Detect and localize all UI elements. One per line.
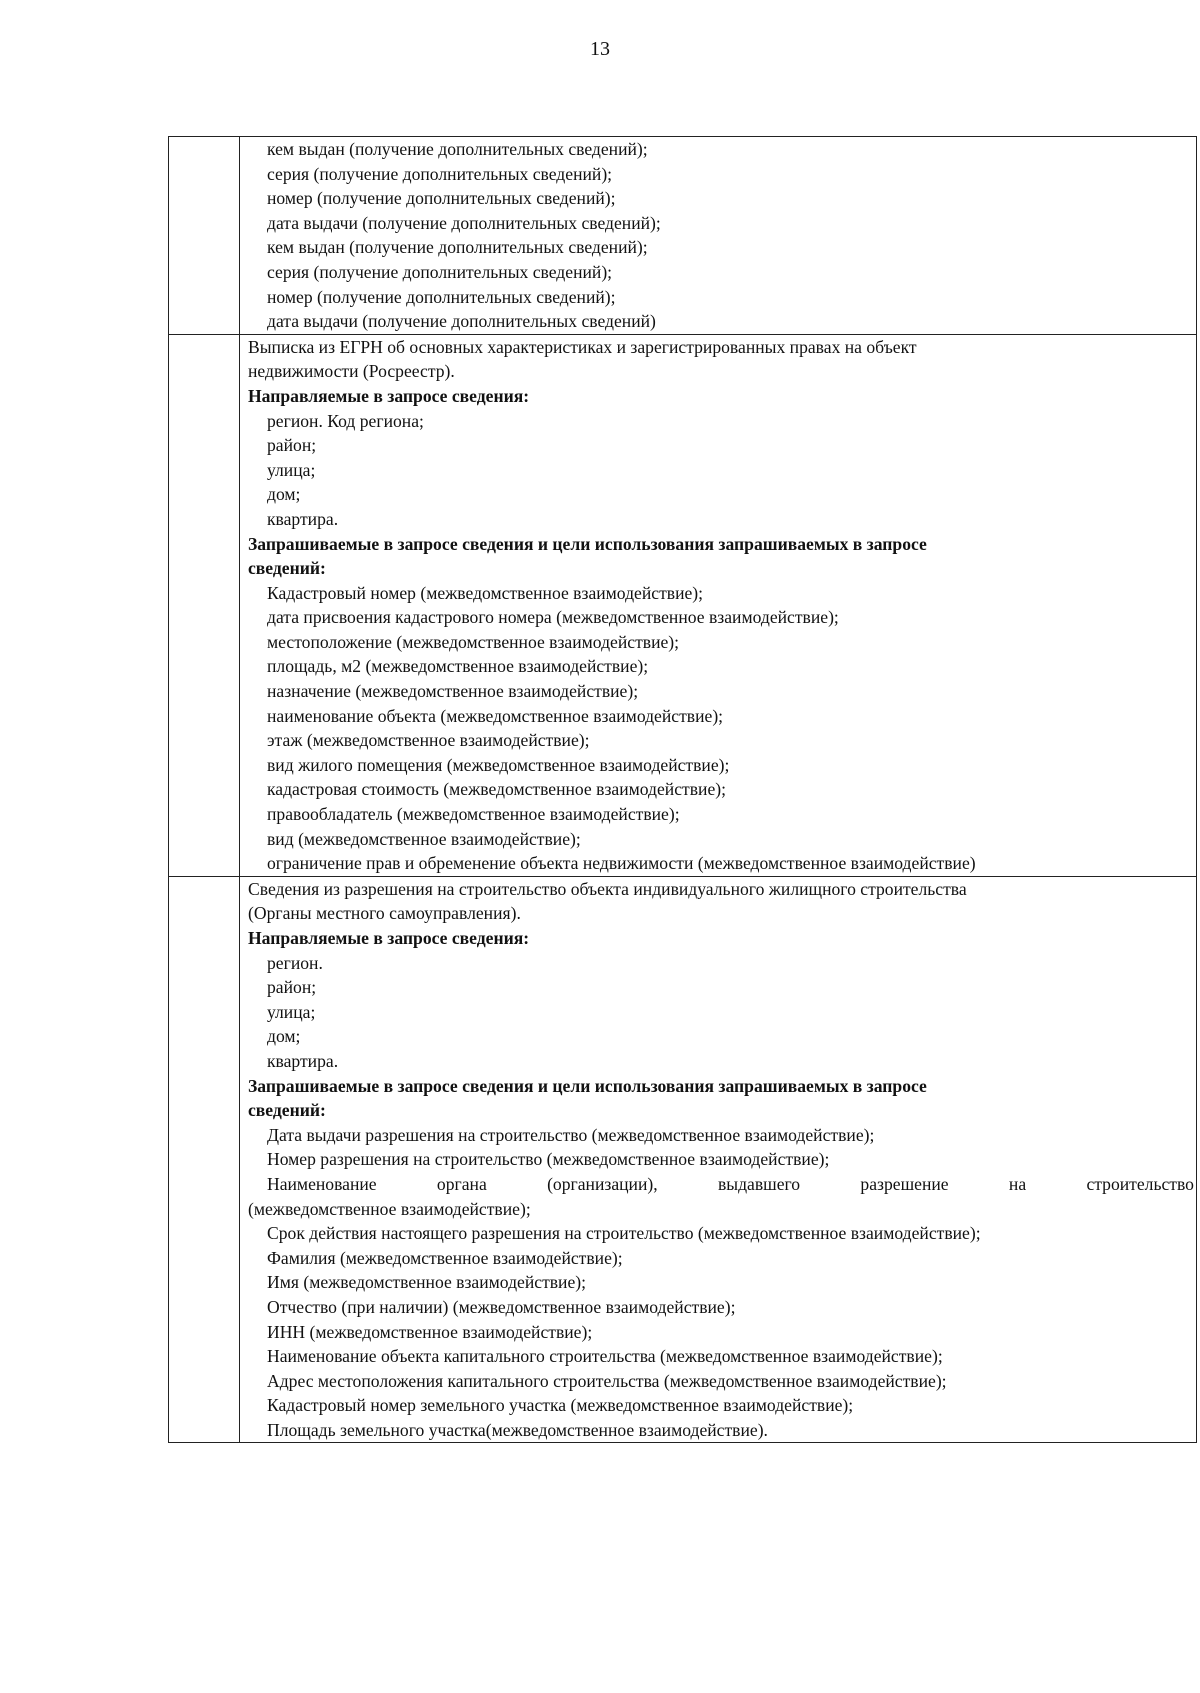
text-line: дом; xyxy=(267,1026,301,1047)
table-row xyxy=(169,876,1197,1443)
text-line: наименование объекта (межведомственное взаимодействие); xyxy=(267,705,724,726)
text-line: Выписка из ЕГРН об основных характеристиках и зарегистрированных правах на объект xyxy=(248,336,917,357)
text-line: кадастровая стоимость (межведомственное взаимодействие); xyxy=(267,779,727,800)
document-table xyxy=(168,136,1197,1443)
text-line: вид (межведомственное взаимодействие); xyxy=(267,828,581,849)
text-line: номер (получение дополнительных сведений); xyxy=(267,188,616,209)
text-line: дата выдачи (получение дополнительных сведений); xyxy=(267,212,661,233)
text-line: дом; xyxy=(267,484,301,505)
section-heading: Запрашиваемые в запросе сведения и цели использования запрашиваемых в запросе xyxy=(248,533,927,554)
text-line: Сведения из разрешения на строительство объекта индивидуального жилищного строительства xyxy=(248,878,967,899)
row-content-cell xyxy=(240,876,1197,1443)
text-line: квартира. xyxy=(267,1050,339,1071)
text-line: этаж (межведомственное взаимодействие); xyxy=(267,730,590,751)
text-line: вид жилого помещения (межведомственное взаимодействие); xyxy=(267,754,730,775)
text-line: улица; xyxy=(267,1001,316,1022)
cell-text-block xyxy=(240,335,1196,876)
text-line: серия (получение дополнительных сведений); xyxy=(267,163,613,184)
row-number-cell xyxy=(169,876,240,1443)
text-line: назначение (межведомственное взаимодействие); xyxy=(267,681,639,702)
section-heading: сведений: xyxy=(248,558,326,579)
text-line: улица; xyxy=(267,459,316,480)
word: органа xyxy=(436,1173,487,1194)
text-line: Дата выдачи разрешения на строительство (межведомственное взаимодействие); xyxy=(267,1124,875,1145)
word: строительство xyxy=(1086,1173,1194,1194)
text-line: кем выдан (получение дополнительных сведений); xyxy=(267,139,648,159)
row-number-cell xyxy=(169,137,240,335)
row-content-cell xyxy=(240,334,1197,876)
text-line: квартира. xyxy=(267,508,339,529)
text-line: Кадастровый номер земельного участка (межведомственное взаимодействие); xyxy=(267,1395,854,1416)
word: Наименование xyxy=(267,1173,377,1194)
text-line: дата выдачи (получение дополнительных сведений) xyxy=(267,311,656,332)
word: (организации), xyxy=(547,1173,658,1194)
text-line: Адрес местоположения капитального строительства (межведомственное взаимодействие); xyxy=(267,1370,947,1391)
cell-text-block xyxy=(240,137,1196,334)
table-row xyxy=(169,334,1197,876)
text-line: ограничение прав и обременение объекта недвижимости (межведомственное взаимодействие) xyxy=(267,853,976,874)
word: на xyxy=(1008,1173,1027,1194)
section-heading: сведений: xyxy=(248,1100,326,1121)
section-heading: Запрашиваемые в запросе сведения и цели использования запрашиваемых в запросе xyxy=(248,1075,927,1096)
text-line: Номер разрешения на строительство (межведомственное взаимодействие); xyxy=(267,1149,830,1170)
row-number-cell xyxy=(169,334,240,876)
table-row xyxy=(169,137,1197,335)
text-line: площадь, м2 (межведомственное взаимодействие); xyxy=(267,656,649,677)
text-line: Имя (межведомственное взаимодействие); xyxy=(267,1272,587,1293)
word: разрешение xyxy=(860,1173,949,1194)
text-line: район; xyxy=(267,435,317,456)
page-number: 13 xyxy=(590,38,610,60)
text-line: Фамилия (межведомственное взаимодействие); xyxy=(267,1247,623,1268)
justified-text-line xyxy=(248,1172,1194,1197)
section-heading: Направляемые в запросе сведения: xyxy=(248,385,530,406)
text-line: регион. Код региона; xyxy=(267,410,424,431)
text-line: регион. xyxy=(267,952,323,973)
text-line: недвижимости (Росреестр). xyxy=(248,361,455,382)
section-heading: Направляемые в запросе сведения: xyxy=(248,928,530,948)
text-line: (Органы местного самоуправления). xyxy=(248,903,521,924)
text-line: Площадь земельного участка(межведомственное взаимодействие). xyxy=(267,1419,768,1440)
text-line: (межведомственное взаимодействие); xyxy=(248,1198,531,1219)
text-line: Наименование объекта капитального строительства (межведомственное взаимодействие); xyxy=(267,1346,943,1367)
text-line: район; xyxy=(267,977,317,998)
text-line: Отчество (при наличии) (межведомственное взаимодействие); xyxy=(267,1296,736,1317)
text-line: местоположение (межведомственное взаимодействие); xyxy=(267,631,680,652)
text-line: Кадастровый номер (межведомственное взаимодействие); xyxy=(267,582,704,603)
text-line: кем выдан (получение дополнительных сведений); xyxy=(267,237,648,258)
text-line: Срок действия настоящего разрешения на строительство (межведомственное взаимодействие); xyxy=(267,1223,981,1244)
cell-text-block xyxy=(240,877,1196,1443)
text-line: правообладатель (межведомственное взаимодействие); xyxy=(267,804,680,825)
text-line: ИНН (межведомственное взаимодействие); xyxy=(267,1321,593,1342)
text-line: номер (получение дополнительных сведений); xyxy=(267,286,616,307)
text-line: серия (получение дополнительных сведений); xyxy=(267,261,613,282)
row-content-cell xyxy=(240,137,1197,335)
word: выдавшего xyxy=(717,1173,801,1194)
text-line: дата присвоения кадастрового номера (межведомственное взаимодействие); xyxy=(267,607,839,628)
